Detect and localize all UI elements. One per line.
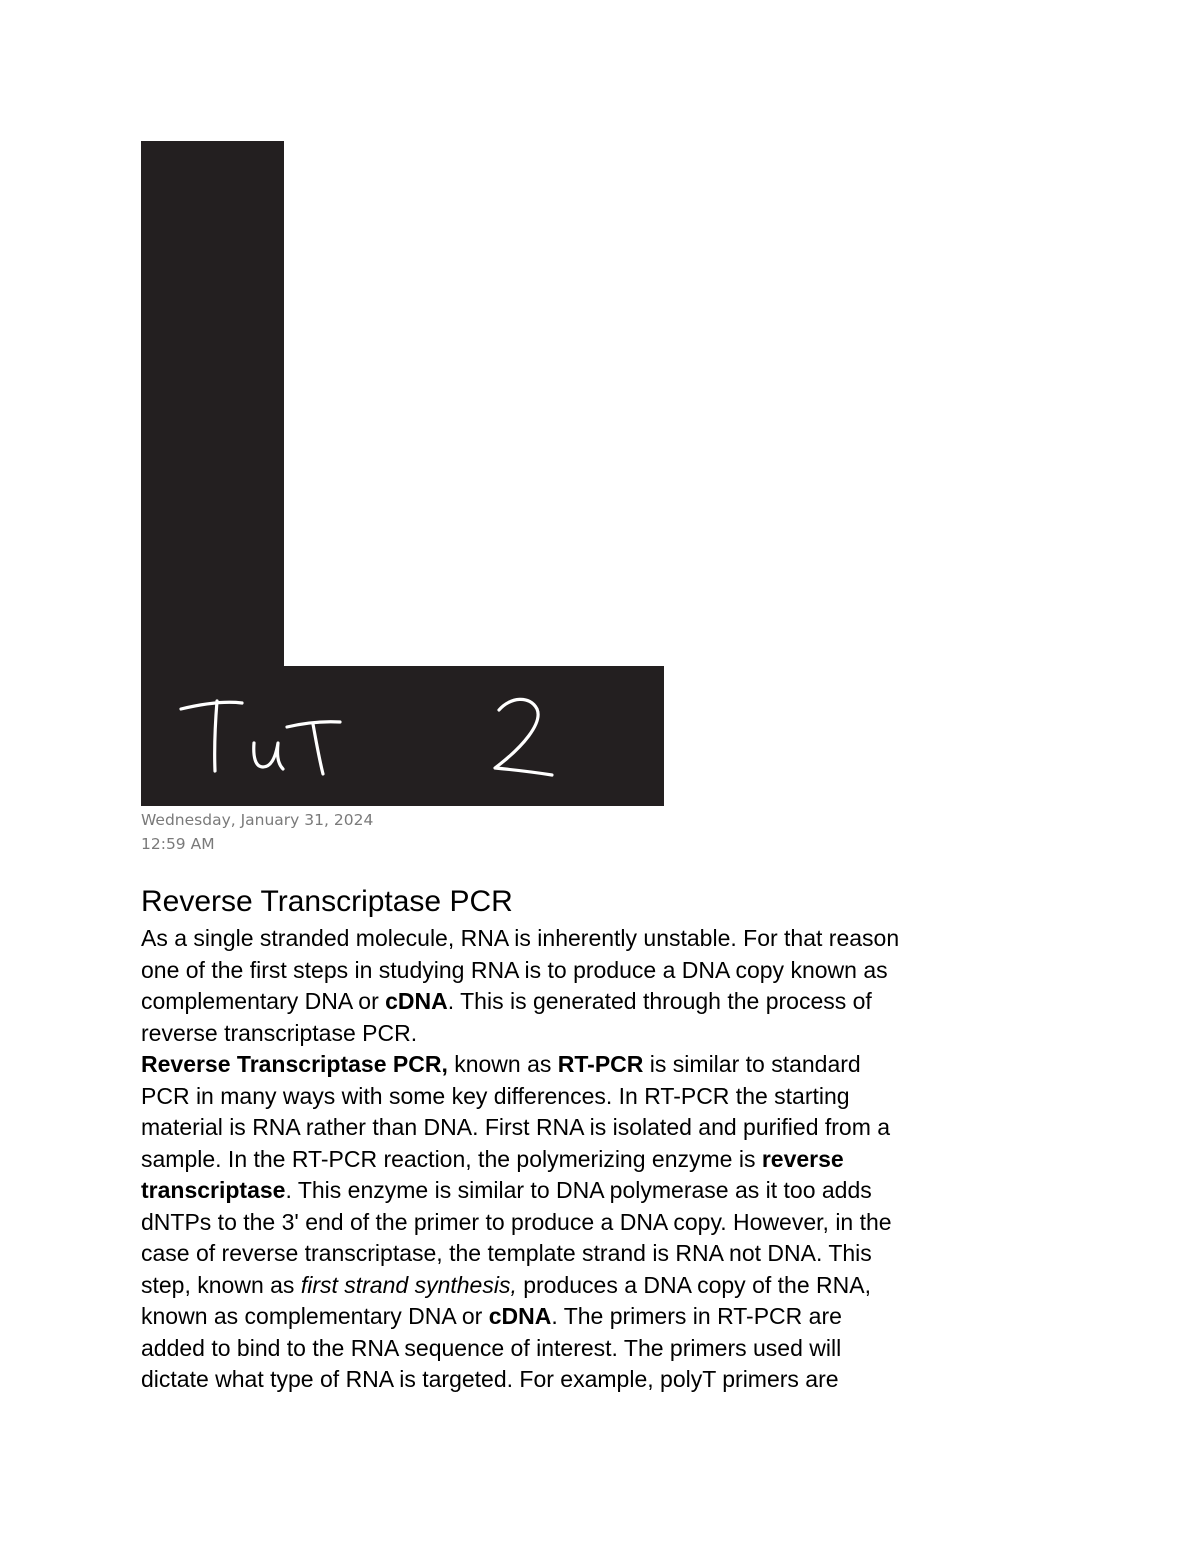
text-line: PCR in many ways with some key differences. In RT-PCR the starting bbox=[141, 1082, 850, 1109]
text-run: known as bbox=[447, 1051, 558, 1077]
text-line bbox=[141, 1144, 1081, 1176]
text-run: is similar to standard bbox=[643, 1051, 861, 1077]
text-line bbox=[141, 986, 1081, 1018]
note-date: Wednesday, January 31, 2024 bbox=[141, 811, 374, 829]
text-line: added to bind to the RNA sequence of interest. The primers used will bbox=[141, 1334, 842, 1361]
bold-term-cdna: cDNA bbox=[385, 988, 448, 1014]
bold-term-reverse: reverse bbox=[761, 1145, 844, 1172]
text-line bbox=[141, 1049, 1081, 1081]
text-run: . This enzyme is similar to DNA polymerase as it too adds bbox=[285, 1177, 872, 1203]
page-title: Reverse Transcriptase PCR bbox=[141, 885, 513, 918]
text-line: dNTPs to the 3' end of the primer to produce a DNA copy. However, in the bbox=[141, 1208, 892, 1235]
bold-term-cdna: cDNA bbox=[488, 1303, 552, 1329]
text-run: step, known as bbox=[141, 1271, 301, 1298]
handwritten-ink-drawing bbox=[141, 141, 664, 806]
text-line bbox=[141, 1175, 1081, 1207]
text-run: complementary DNA or bbox=[141, 988, 386, 1014]
text-line: As a single stranded molecule, RNA is inherently unstable. For that reason bbox=[141, 925, 900, 951]
bold-term-rt-pcr: RT-PCR bbox=[557, 1051, 644, 1077]
bold-term-transcriptase: transcriptase bbox=[141, 1177, 286, 1203]
text-run: produces a DNA copy of the RNA, bbox=[516, 1271, 871, 1298]
text-line bbox=[141, 1301, 1081, 1333]
note-body bbox=[141, 923, 1081, 1396]
text-run: sample. In the RT-PCR reaction, the polymerizing enzyme is bbox=[141, 1145, 762, 1172]
ink-drawing-svg bbox=[141, 141, 664, 806]
text-line: case of reverse transcriptase, the template strand is RNA not DNA. This bbox=[141, 1240, 872, 1266]
text-run: . The primers in RT-PCR are bbox=[551, 1303, 842, 1329]
text-line bbox=[141, 1270, 1081, 1302]
text-line: material is RNA rather than DNA. First RNA is isolated and purified from a bbox=[141, 1114, 891, 1140]
text-run: known as complementary DNA or bbox=[141, 1303, 489, 1329]
paragraph-rt-pcr bbox=[141, 1049, 1081, 1396]
text-line: reverse transcriptase PCR. bbox=[141, 1019, 418, 1046]
text-line: one of the first steps in studying RNA is to produce a DNA copy known as bbox=[141, 956, 888, 983]
note-time: 12:59 AM bbox=[141, 835, 215, 853]
paragraph-intro bbox=[141, 923, 1081, 1049]
text-line: dictate what type of RNA is targeted. For example, polyT primers are bbox=[141, 1366, 839, 1392]
italic-term-first-strand: first strand synthesis, bbox=[300, 1271, 517, 1298]
bold-term-rt-pcr-name: Reverse Transcriptase PCR, bbox=[141, 1051, 448, 1077]
text-run: . This is generated through the process of bbox=[447, 988, 872, 1014]
black-l-shape bbox=[141, 141, 664, 806]
note-timestamp bbox=[141, 808, 373, 856]
